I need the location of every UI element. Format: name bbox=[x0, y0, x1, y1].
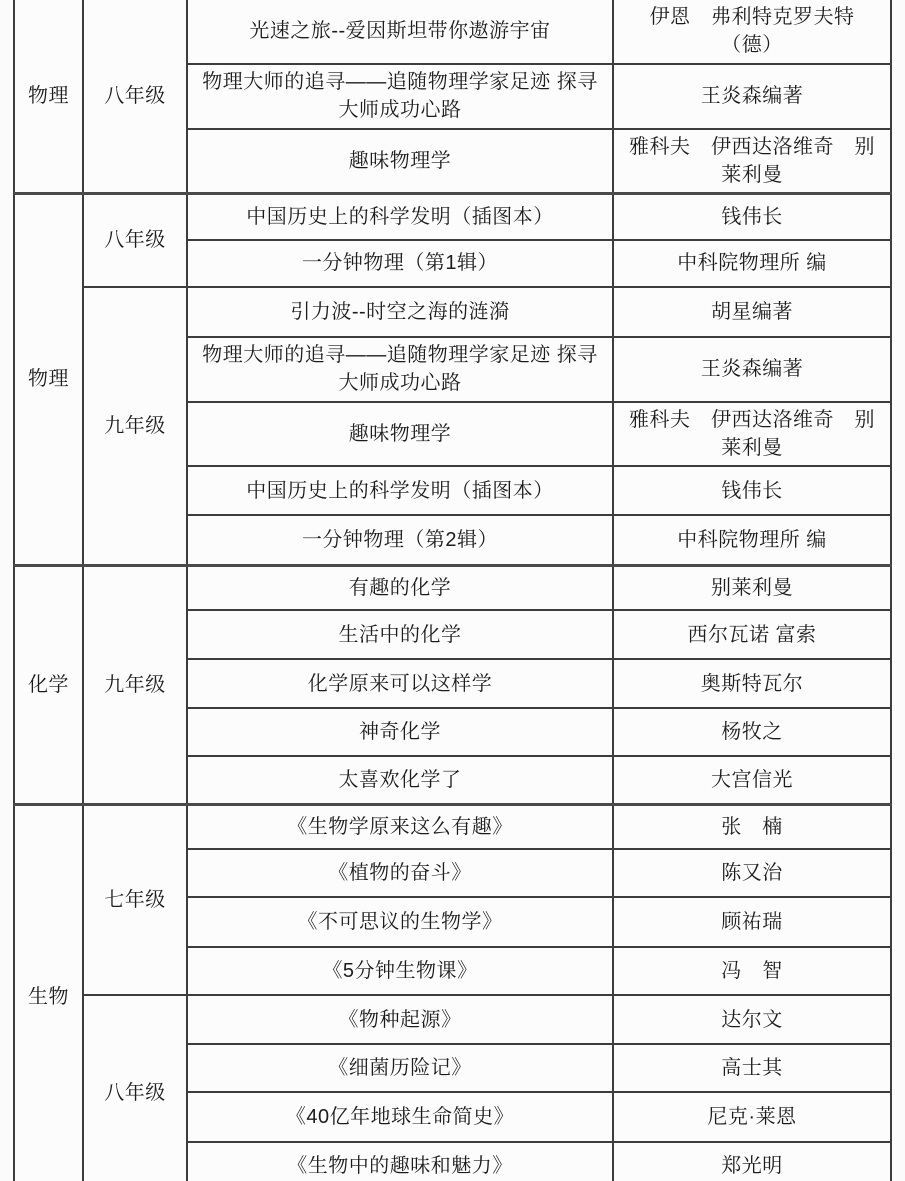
book-title-cell: 《生物中的趣味和魅力》 bbox=[187, 1142, 613, 1181]
author-cell: 高士其 bbox=[613, 1044, 891, 1092]
author-cell: 大宫信光 bbox=[613, 756, 891, 804]
subject-cell: 化学 bbox=[14, 565, 83, 804]
author-cell: 顾祐瑞 bbox=[613, 897, 891, 947]
book-title-cell: 中国历史上的科学发明（插图本） bbox=[187, 194, 613, 240]
author-cell: 雅科夫 伊西达洛维奇 别莱利曼 bbox=[613, 402, 891, 467]
grade-cell: 九年级 bbox=[83, 565, 187, 804]
book-title-cell: 《植物的奋斗》 bbox=[187, 849, 613, 897]
table-row bbox=[14, 804, 891, 849]
book-title-cell: 《40亿年地球生命简史》 bbox=[187, 1092, 613, 1142]
table-row bbox=[14, 194, 891, 240]
author-cell: 陈又治 bbox=[613, 849, 891, 897]
book-title-cell: 物理大师的追寻——追随物理学家足迹 探寻大师成功心路 bbox=[187, 337, 613, 402]
author-cell: 奥斯特瓦尔 bbox=[613, 659, 891, 708]
book-title-cell: 《5分钟生物课》 bbox=[187, 947, 613, 995]
book-title-cell: 神奇化学 bbox=[187, 708, 613, 756]
book-title-cell: 《生物学原来这么有趣》 bbox=[187, 804, 613, 849]
author-cell: 王炎森编著 bbox=[613, 64, 891, 129]
author-cell: 中科院物理所 编 bbox=[613, 240, 891, 287]
author-cell: 别莱利曼 bbox=[613, 565, 891, 610]
author-cell: 达尔文 bbox=[613, 995, 891, 1044]
author-cell: 中科院物理所 编 bbox=[613, 515, 891, 565]
author-cell: 张 楠 bbox=[613, 804, 891, 849]
table-row bbox=[14, 287, 891, 337]
book-title-cell: 有趣的化学 bbox=[187, 565, 613, 610]
table-row bbox=[14, 0, 891, 64]
book-title-cell: 《物种起源》 bbox=[187, 995, 613, 1044]
grade-cell: 八年级 bbox=[83, 995, 187, 1181]
author-cell: 郑光明 bbox=[613, 1142, 891, 1181]
book-title-cell: 趣味物理学 bbox=[187, 402, 613, 467]
author-cell: 钱伟长 bbox=[613, 194, 891, 240]
book-title-cell: 一分钟物理（第1辑） bbox=[187, 240, 613, 287]
book-title-cell: 光速之旅--爱因斯坦带你遨游宇宙 bbox=[187, 0, 613, 64]
subject-cell: 物理 bbox=[14, 194, 83, 566]
author-cell: 杨牧之 bbox=[613, 708, 891, 756]
author-cell: 尼克·莱恩 bbox=[613, 1092, 891, 1142]
reading-list-table bbox=[13, 0, 892, 1181]
author-cell: 雅科夫 伊西达洛维奇 别莱利曼 bbox=[613, 129, 891, 194]
book-title-cell: 趣味物理学 bbox=[187, 129, 613, 194]
author-cell: 冯 智 bbox=[613, 947, 891, 995]
book-title-cell: 物理大师的追寻——追随物理学家足迹 探寻大师成功心路 bbox=[187, 64, 613, 129]
author-cell: 西尔瓦诺 富索 bbox=[613, 610, 891, 659]
author-cell: 伊恩 弗利特克罗夫特（德） bbox=[613, 0, 891, 64]
grade-cell: 七年级 bbox=[83, 804, 187, 995]
author-cell: 钱伟长 bbox=[613, 466, 891, 515]
book-title-cell: 太喜欢化学了 bbox=[187, 756, 613, 804]
grade-cell: 八年级 bbox=[83, 194, 187, 287]
book-title-cell: 生活中的化学 bbox=[187, 610, 613, 659]
table-row bbox=[14, 565, 891, 610]
book-title-cell: 中国历史上的科学发明（插图本） bbox=[187, 466, 613, 515]
grade-cell: 八年级 bbox=[83, 0, 187, 194]
book-title-cell: 一分钟物理（第2辑） bbox=[187, 515, 613, 565]
subject-cell: 物理 bbox=[14, 0, 83, 194]
author-cell: 胡星编著 bbox=[613, 287, 891, 337]
book-title-cell: 《不可思议的生物学》 bbox=[187, 897, 613, 947]
book-title-cell: 化学原来可以这样学 bbox=[187, 659, 613, 708]
subject-cell: 生物 bbox=[14, 804, 83, 1181]
grade-cell: 九年级 bbox=[83, 287, 187, 566]
author-cell: 王炎森编著 bbox=[613, 337, 891, 402]
book-title-cell: 《细菌历险记》 bbox=[187, 1044, 613, 1092]
table-row bbox=[14, 995, 891, 1044]
book-title-cell: 引力波--时空之海的涟漪 bbox=[187, 287, 613, 337]
